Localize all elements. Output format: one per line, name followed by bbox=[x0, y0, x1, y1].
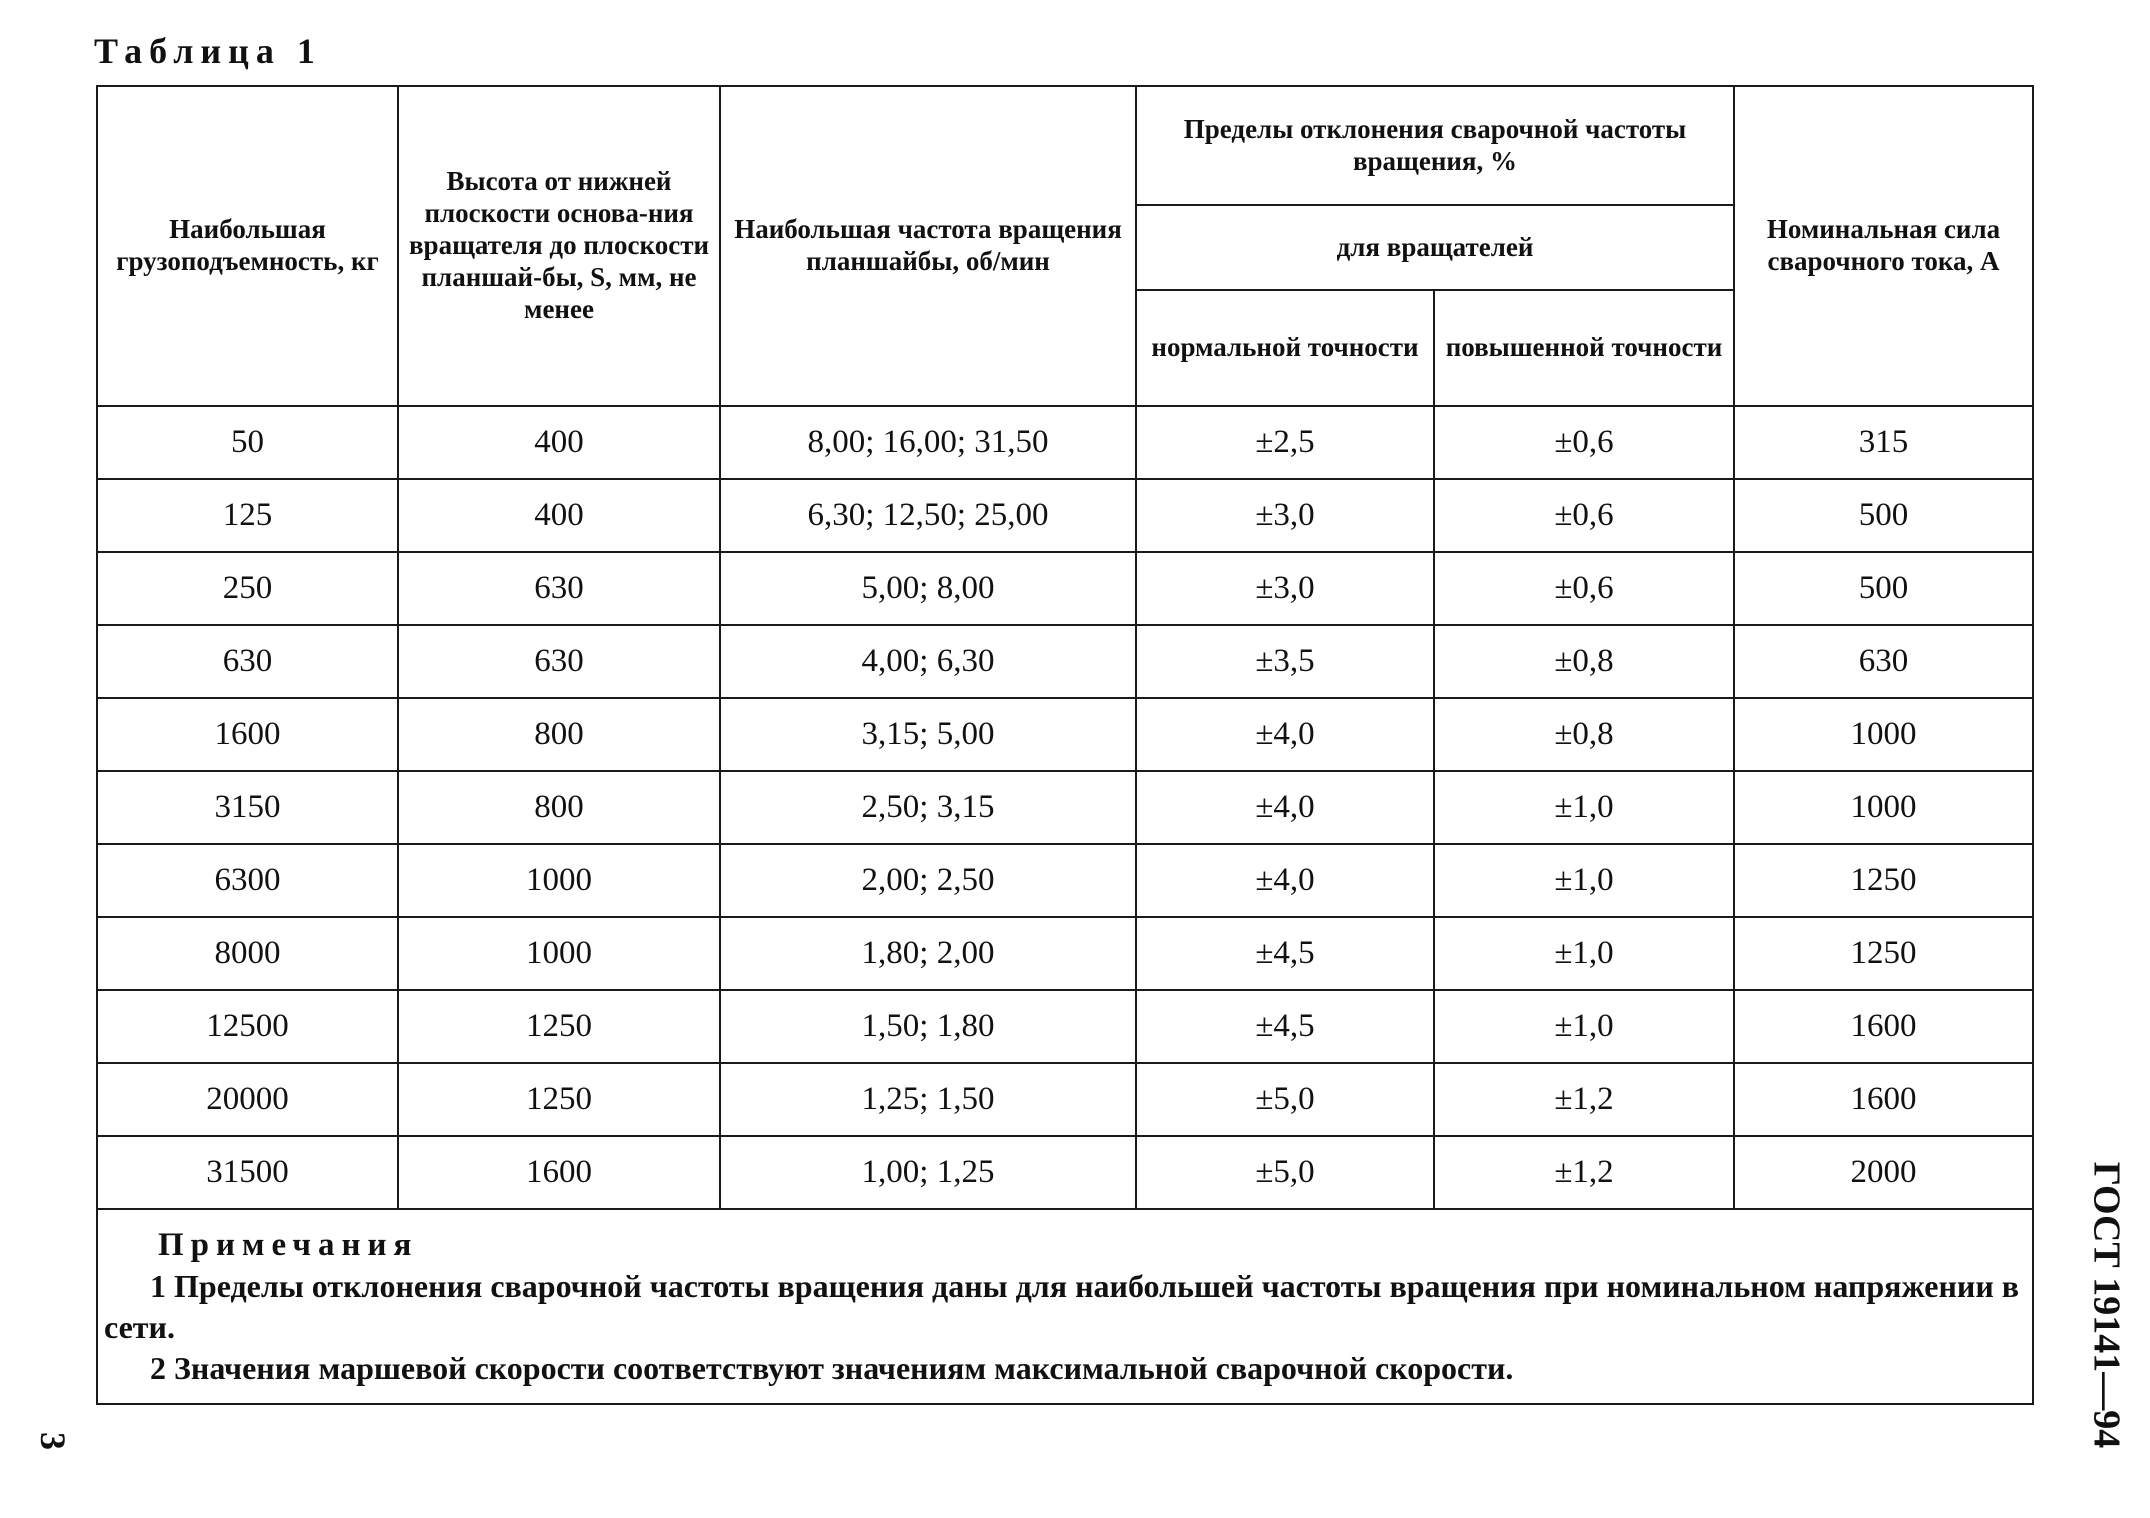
cell-normal-deviation: ±4,5 bbox=[1136, 990, 1434, 1063]
page-number: 3 bbox=[33, 1432, 73, 1450]
cell-current: 1250 bbox=[1734, 917, 2033, 990]
cell-current: 630 bbox=[1734, 625, 2033, 698]
cell-current: 1000 bbox=[1734, 698, 2033, 771]
cell-high-deviation: ±1,2 bbox=[1434, 1136, 1734, 1209]
cell-current: 500 bbox=[1734, 552, 2033, 625]
table-row bbox=[97, 990, 2033, 1063]
cell-normal-deviation: ±5,0 bbox=[1136, 1063, 1434, 1136]
notes-title: Примечания bbox=[158, 1227, 419, 1263]
cell-height: 800 bbox=[398, 698, 720, 771]
cell-height: 1600 bbox=[398, 1136, 720, 1209]
cell-height: 630 bbox=[398, 625, 720, 698]
note-item-2: 2 Значения маршевой скорости соответствуют значениям максимальной сварочной скорости. bbox=[150, 1350, 1514, 1387]
cell-height: 630 bbox=[398, 552, 720, 625]
cell-current: 2000 bbox=[1734, 1136, 2033, 1209]
cell-rotation-freq: 1,25; 1,50 bbox=[720, 1063, 1136, 1136]
header-deviation-group: Пределы отклонения сварочной частоты вращения, % bbox=[1136, 86, 1734, 205]
cell-height: 800 bbox=[398, 771, 720, 844]
cell-high-deviation: ±0,6 bbox=[1434, 406, 1734, 479]
table-row bbox=[97, 844, 2033, 917]
cell-height: 400 bbox=[398, 406, 720, 479]
cell-rotation-freq: 8,00; 16,00; 31,50 bbox=[720, 406, 1136, 479]
table-row bbox=[97, 771, 2033, 844]
cell-capacity: 20000 bbox=[97, 1063, 398, 1136]
cell-high-deviation: ±1,0 bbox=[1434, 771, 1734, 844]
header-rotation-freq: Наибольшая частота вращения планшайбы, об/мин bbox=[720, 86, 1136, 406]
table-row bbox=[97, 552, 2033, 625]
table-body bbox=[97, 406, 2033, 1209]
table-row bbox=[97, 1136, 2033, 1209]
cell-normal-deviation: ±2,5 bbox=[1136, 406, 1434, 479]
cell-capacity: 31500 bbox=[97, 1136, 398, 1209]
cell-rotation-freq: 4,00; 6,30 bbox=[720, 625, 1136, 698]
cell-capacity: 50 bbox=[97, 406, 398, 479]
cell-current: 1600 bbox=[1734, 990, 2033, 1063]
document-code bbox=[2084, 1161, 2128, 1449]
cell-rotation-freq: 2,50; 3,15 bbox=[720, 771, 1136, 844]
cell-current: 1600 bbox=[1734, 1063, 2033, 1136]
cell-normal-deviation: ±3,0 bbox=[1136, 552, 1434, 625]
cell-capacity: 250 bbox=[97, 552, 398, 625]
cell-rotation-freq: 1,80; 2,00 bbox=[720, 917, 1136, 990]
cell-capacity: 6300 bbox=[97, 844, 398, 917]
notes-block bbox=[97, 1209, 2033, 1404]
table-caption: Таблица 1 bbox=[94, 31, 322, 71]
header-current: Номинальная сила сварочного тока, А bbox=[1734, 86, 2033, 406]
cell-height: 1000 bbox=[398, 917, 720, 990]
document-code-text: ГОСТ 19141—94 bbox=[2085, 1161, 2128, 1449]
table-row bbox=[97, 625, 2033, 698]
cell-current: 315 bbox=[1734, 406, 2033, 479]
cell-capacity: 630 bbox=[97, 625, 398, 698]
cell-high-deviation: ±0,8 bbox=[1434, 625, 1734, 698]
cell-high-deviation: ±0,8 bbox=[1434, 698, 1734, 771]
cell-capacity: 1600 bbox=[97, 698, 398, 771]
cell-capacity: 3150 bbox=[97, 771, 398, 844]
cell-normal-deviation: ±4,0 bbox=[1136, 771, 1434, 844]
header-height bbox=[398, 86, 720, 406]
cell-normal-deviation: ±3,0 bbox=[1136, 479, 1434, 552]
cell-height: 1250 bbox=[398, 1063, 720, 1136]
note-item-1: 1 Пределы отклонения сварочной частоты вращения даны для наибольшей частоты вращения при номинальном напряжении в сети. bbox=[104, 1268, 2020, 1346]
cell-normal-deviation: ±4,5 bbox=[1136, 917, 1434, 990]
cell-high-deviation: ±1,0 bbox=[1434, 917, 1734, 990]
header-high-accuracy: повышенной точности bbox=[1434, 290, 1734, 406]
cell-current: 1000 bbox=[1734, 771, 2033, 844]
header-for-rotators: для вращателей bbox=[1136, 205, 1734, 290]
table-row bbox=[97, 479, 2033, 552]
cell-rotation-freq: 2,00; 2,50 bbox=[720, 844, 1136, 917]
cell-high-deviation: ±0,6 bbox=[1434, 479, 1734, 552]
cell-current: 1250 bbox=[1734, 844, 2033, 917]
table-row bbox=[97, 917, 2033, 990]
cell-normal-deviation: ±4,0 bbox=[1136, 698, 1434, 771]
cell-rotation-freq: 1,50; 1,80 bbox=[720, 990, 1136, 1063]
header-capacity: Наибольшая грузоподъемность, кг bbox=[97, 86, 398, 406]
cell-normal-deviation: ±5,0 bbox=[1136, 1136, 1434, 1209]
cell-high-deviation: ±1,0 bbox=[1434, 844, 1734, 917]
table-row bbox=[97, 406, 2033, 479]
cell-rotation-freq: 6,30; 12,50; 25,00 bbox=[720, 479, 1136, 552]
cell-capacity: 12500 bbox=[97, 990, 398, 1063]
cell-rotation-freq: 1,00; 1,25 bbox=[720, 1136, 1136, 1209]
header-height-text: Высота от нижней плоскости основа-ния вращателя до плоскости планшай-бы, S, мм, не менее bbox=[408, 166, 710, 324]
cell-height: 1000 bbox=[398, 844, 720, 917]
table-row bbox=[97, 698, 2033, 771]
cell-height: 400 bbox=[398, 479, 720, 552]
cell-height: 1250 bbox=[398, 990, 720, 1063]
cell-normal-deviation: ±4,0 bbox=[1136, 844, 1434, 917]
cell-capacity: 8000 bbox=[97, 917, 398, 990]
table-row bbox=[97, 1063, 2033, 1136]
cell-capacity: 125 bbox=[97, 479, 398, 552]
cell-current: 500 bbox=[1734, 479, 2033, 552]
cell-rotation-freq: 3,15; 5,00 bbox=[720, 698, 1136, 771]
cell-high-deviation: ±1,2 bbox=[1434, 1063, 1734, 1136]
cell-normal-deviation: ±3,5 bbox=[1136, 625, 1434, 698]
cell-high-deviation: ±0,6 bbox=[1434, 552, 1734, 625]
cell-high-deviation: ±1,0 bbox=[1434, 990, 1734, 1063]
cell-rotation-freq: 5,00; 8,00 bbox=[720, 552, 1136, 625]
header-normal-accuracy: нормальной точности bbox=[1136, 290, 1434, 406]
specs-table bbox=[96, 85, 2034, 1405]
